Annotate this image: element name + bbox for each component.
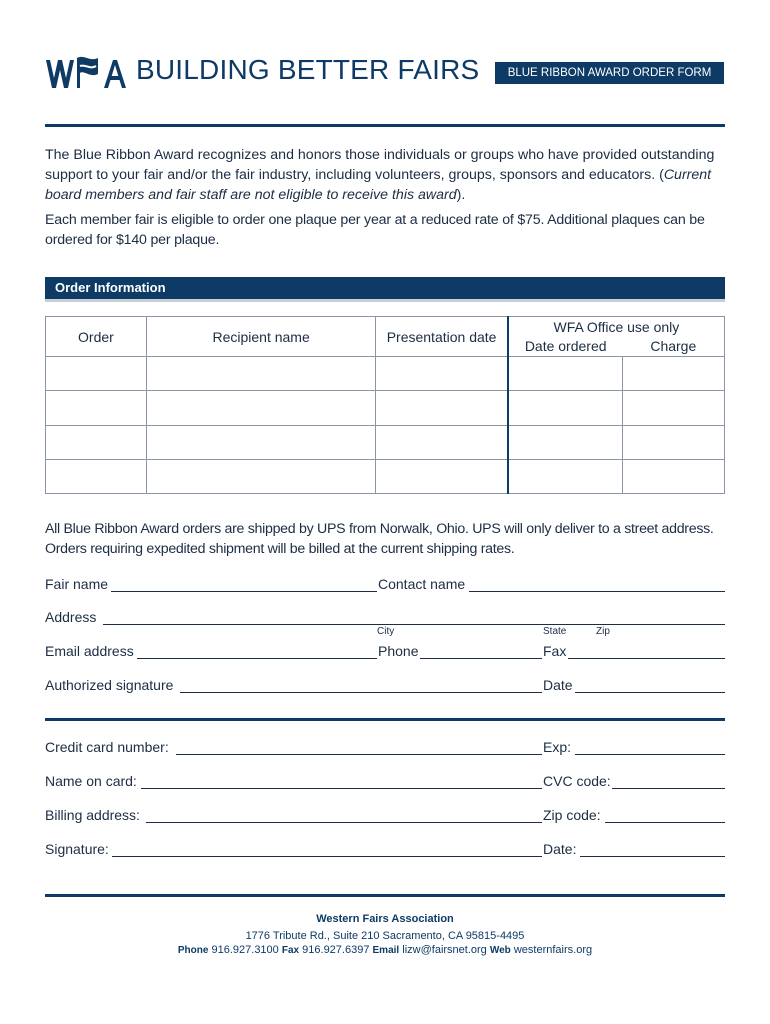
recipient-cell[interactable] xyxy=(146,425,376,459)
zip-code-label: Zip code: xyxy=(543,807,601,823)
phone-field[interactable] xyxy=(420,658,542,659)
presentation-date-cell[interactable] xyxy=(376,459,508,493)
card-number-field[interactable] xyxy=(176,754,542,755)
city-label: City xyxy=(377,626,395,637)
recipient-cell[interactable] xyxy=(146,459,376,493)
cvc-label: CVC code: xyxy=(543,773,611,789)
presentation-date-cell[interactable] xyxy=(376,391,508,425)
exp-label: Exp: xyxy=(543,739,572,755)
exp-field[interactable] xyxy=(575,754,725,755)
phone-number: 916.927.3100 xyxy=(211,944,279,956)
contact-name-label: Contact name xyxy=(378,576,466,592)
header-divider xyxy=(45,124,725,127)
payment-date-field[interactable] xyxy=(580,856,725,857)
authorized-signature-label: Authorized signature xyxy=(45,677,174,693)
fair-name-field[interactable] xyxy=(111,591,377,592)
footer-divider xyxy=(45,894,725,897)
payment-date-label: Date: xyxy=(543,841,577,857)
web-label: Web xyxy=(489,945,511,956)
zip-code-field[interactable] xyxy=(605,822,725,823)
order-cell[interactable] xyxy=(46,391,147,425)
charge-cell[interactable] xyxy=(623,425,725,459)
name-on-card-label: Name on card: xyxy=(45,773,137,789)
billing-address-field[interactable] xyxy=(146,822,542,823)
signature-label: Signature: xyxy=(45,841,109,857)
email-label: Email xyxy=(372,945,400,956)
charge-cell[interactable] xyxy=(623,391,725,425)
zip-label: Zip xyxy=(596,626,610,637)
web-link[interactable]: westernfairs.org xyxy=(513,944,593,956)
email-field[interactable] xyxy=(137,658,377,659)
address-label: Address xyxy=(45,609,97,625)
footer-org-name: Western Fairs Association xyxy=(316,913,454,925)
authorized-signature-field[interactable] xyxy=(180,692,542,693)
table-row xyxy=(46,459,725,493)
date-ordered-cell[interactable] xyxy=(508,425,623,459)
date-ordered-cell[interactable] xyxy=(508,459,623,493)
order-table xyxy=(45,316,725,494)
email-link[interactable]: lizw@fairsnet.org xyxy=(402,944,487,956)
table-row xyxy=(46,391,725,425)
col-order: Order xyxy=(46,317,147,357)
name-on-card-field[interactable] xyxy=(141,788,542,789)
order-cell[interactable] xyxy=(46,357,147,391)
footer-address: 1776 Tribute Rd., Suite 210 Sacramento, CA 95815-4495 xyxy=(245,930,525,942)
intro-end: ). xyxy=(456,187,466,203)
fax-label: Fax xyxy=(281,945,300,956)
contact-name-field[interactable] xyxy=(469,591,725,592)
col-charge: Charge xyxy=(623,337,725,357)
pricing-paragraph: Each member fair is eligible to order one plaque per year at a reduced rate of $75. Additional plaques can be ordered for $140 per plaque. xyxy=(45,212,705,248)
date-ordered-cell[interactable] xyxy=(508,391,623,425)
form-title-badge: BLUE RIBBON AWARD ORDER FORM xyxy=(495,62,724,84)
billing-address-label: Billing address: xyxy=(45,807,140,823)
recipient-cell[interactable] xyxy=(146,391,376,425)
card-number-label: Credit card number: xyxy=(45,739,169,755)
flag-icon xyxy=(46,52,130,92)
cvc-field[interactable] xyxy=(612,788,725,789)
intro-paragraph xyxy=(45,145,725,205)
wfa-logo xyxy=(46,52,130,92)
presentation-date-cell[interactable] xyxy=(376,357,508,391)
date-field[interactable] xyxy=(575,692,725,693)
email-label: Email address xyxy=(45,643,134,659)
order-cell[interactable] xyxy=(46,459,147,493)
charge-cell[interactable] xyxy=(623,459,725,493)
signature-field[interactable] xyxy=(112,856,542,857)
intro-eligibility-note: Current board members and fair staff are not eligible to receive this award xyxy=(45,167,712,203)
intro-text: The Blue Ribbon Award recognizes and honors those individuals or groups who have provided outstanding support to your fair and/or the fair industry, including volunteers, groups, sponsors and educators. ( xyxy=(45,147,715,183)
fax-label: Fax xyxy=(543,643,567,659)
table-row xyxy=(46,357,725,391)
col-office-use: WFA Office use only xyxy=(508,317,725,337)
col-presentation-date: Presentation date xyxy=(376,317,508,357)
date-label: Date xyxy=(543,677,573,693)
tagline: BUILDING BETTER FAIRS xyxy=(136,54,480,85)
charge-cell[interactable] xyxy=(623,357,725,391)
col-date-ordered: Date ordered xyxy=(508,337,623,357)
shipping-note: All Blue Ribbon Award orders are shipped by UPS from Norwalk, Ohio. UPS will only deliver to a street address. Orders requiring expedited shipment will be billed at the current shipping rates. xyxy=(45,521,714,557)
section-bar-shadow xyxy=(45,299,725,302)
date-ordered-cell[interactable] xyxy=(508,357,623,391)
col-recipient-name: Recipient name xyxy=(146,317,376,357)
presentation-date-cell[interactable] xyxy=(376,425,508,459)
phone-label: Phone xyxy=(378,643,419,659)
phone-label: Phone xyxy=(177,945,209,956)
recipient-cell[interactable] xyxy=(146,357,376,391)
payment-divider xyxy=(45,718,725,721)
order-information-header: Order Information xyxy=(45,277,725,299)
fax-number: 916.927.6397 xyxy=(302,944,370,956)
footer-contact xyxy=(0,944,770,956)
table-row xyxy=(46,425,725,459)
fair-name-label: Fair name xyxy=(45,576,109,592)
address-field[interactable] xyxy=(103,624,725,625)
state-label: State xyxy=(543,626,567,637)
fax-field[interactable] xyxy=(568,658,725,659)
order-cell[interactable] xyxy=(46,425,147,459)
